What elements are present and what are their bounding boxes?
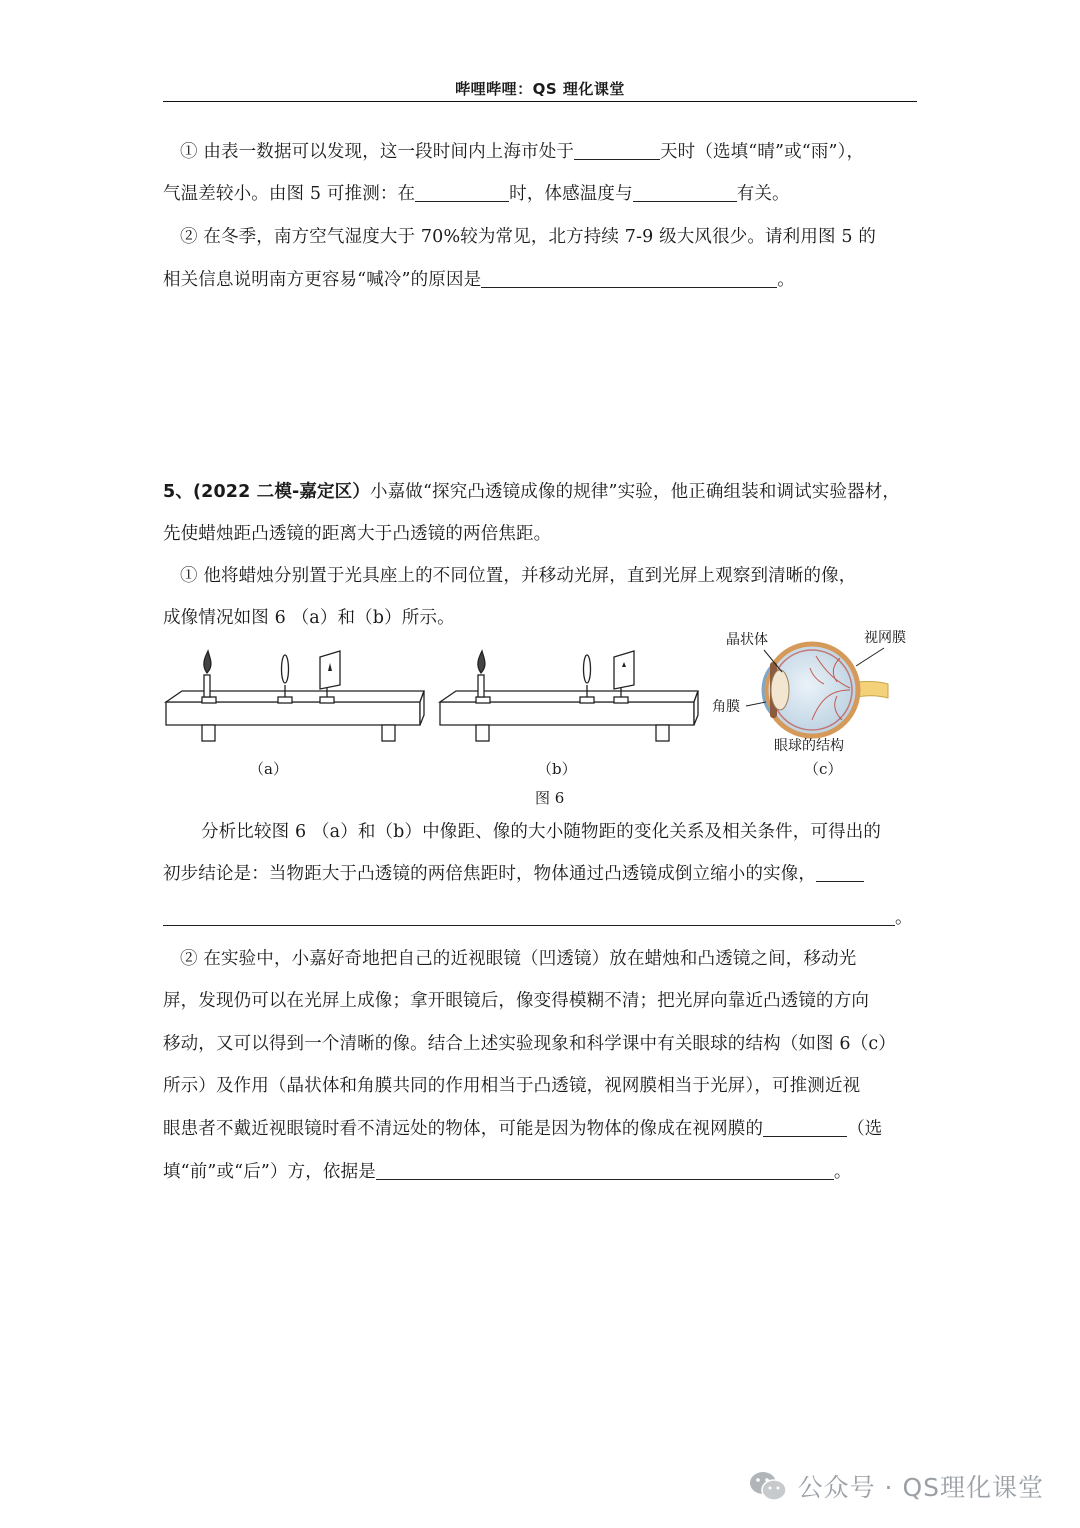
- q4-line-1: [163, 140, 917, 164]
- q5-text: 填“前”或“后”）方，依据是: [163, 1162, 376, 1182]
- q5-text: （选: [847, 1119, 883, 1139]
- page-header: 哔哩哔哩：QS 理化课堂: [455, 80, 625, 98]
- q5-text: 初步结论是：当物距大于凸透镜的两倍焦距时，物体通过凸透镜成倒立缩小的实像，: [163, 864, 817, 884]
- q5-text: 。: [833, 1162, 852, 1182]
- q5-line-12: [163, 1117, 917, 1141]
- header-rule: [163, 101, 917, 102]
- q5-text: 小嘉做“探究凸透镜成像的规律”实验，他正确组装和调试实验器材，: [370, 482, 901, 502]
- q5-line-7: [163, 906, 917, 930]
- figure-title: 图 6: [535, 789, 565, 807]
- q4-text: 时，体感温度与: [509, 184, 633, 204]
- q5-text: 。: [895, 908, 913, 928]
- q4-text: ① 由表一数据可以发现，这一段时间内上海市处于: [180, 142, 575, 162]
- q5-line-9: [163, 989, 917, 1013]
- q4-line-4: [163, 268, 917, 292]
- answer-blank[interactable]: [816, 863, 864, 882]
- q5-text: 屏，发现仍可以在光屏上成像；拿开眼镜后，像变得模糊不清；把光屏向靠近凸透镜的方向: [163, 991, 869, 1011]
- caption-b: （b）: [537, 760, 577, 778]
- caption-a: （a）: [249, 760, 288, 778]
- caption-c: （c）: [804, 760, 843, 778]
- q5-line-1: [163, 480, 917, 504]
- label-retina: 视网膜: [864, 630, 906, 646]
- q5-line-6: [163, 862, 917, 886]
- figure-6a-optical-bench: [160, 645, 425, 745]
- q5-text: ② 在实验中，小嘉好奇地把自己的近视眼镜（凹透镜）放在蜡烛和凸透镜之间，移动光: [180, 949, 857, 969]
- q5-line-5: [163, 820, 917, 844]
- q5-line-10: [163, 1032, 917, 1056]
- q5-text: 所示）及作用（晶状体和角膜共同的作用相当于凸透镜，视网膜相当于光屏），可推测近视: [163, 1076, 861, 1096]
- answer-blank[interactable]: [415, 183, 509, 202]
- q4-text: 相关信息说明南方更容易“喊冷”的原因是: [163, 270, 482, 290]
- q5-text: 眼患者不戴近视眼镜时看不清远处的物体，可能是因为物体的像成在视网膜的: [163, 1119, 764, 1139]
- answer-blank[interactable]: [481, 269, 777, 288]
- wechat-icon: [748, 1469, 788, 1503]
- watermark-text: 公众号 · QS理化课堂: [797, 1473, 1044, 1502]
- answer-blank[interactable]: [633, 183, 737, 202]
- q5-text: 分析比较图 6 （a）和（b）中像距、像的大小随物距的变化关系及相关条件，可得出的: [201, 822, 882, 842]
- figure-6c-eye-structure: [712, 622, 922, 757]
- q5-line-2: [163, 522, 917, 546]
- answer-blank[interactable]: [763, 1118, 847, 1137]
- label-eye-structure: 眼球的结构: [774, 738, 844, 754]
- label-crystalline-lens: 晶状体: [726, 632, 768, 648]
- label-cornea: 角膜: [712, 699, 740, 715]
- wechat-watermark: [748, 1466, 1044, 1506]
- q4-text: 有关。: [736, 184, 790, 204]
- answer-blank[interactable]: [574, 141, 660, 160]
- q5-line-3: [163, 564, 917, 588]
- q5-text: 先使蜡烛距凸透镜的距离大于凸透镜的两倍焦距。: [163, 524, 552, 544]
- question-label: 5、(2022 二模-嘉定区）: [163, 482, 370, 502]
- q5-line-13: [163, 1160, 917, 1184]
- figure-6b-optical-bench: [434, 645, 699, 745]
- q4-line-3: [163, 225, 917, 249]
- q5-line-8: [163, 947, 917, 971]
- q5-text: 成像情况如图 6 （a）和（b）所示。: [163, 608, 455, 628]
- q5-line-11: [163, 1074, 917, 1098]
- q4-text: 。: [777, 270, 795, 290]
- q4-text: 气温差较小。由图 5 可推测：在: [163, 184, 416, 204]
- q4-text: 天时（选填“晴”或“雨”），: [660, 142, 865, 162]
- answer-blank[interactable]: [376, 1161, 834, 1180]
- q4-text: ② 在冬季，南方空气湿度大于 70%较为常见，北方持续 7-9 级大风很少。请利用图 5 的: [180, 227, 876, 247]
- q5-text: ① 他将蜡烛分别置于光具座上的不同位置，并移动光屏，直到光屏上观察到清晰的像，: [180, 566, 857, 586]
- q4-line-2: [163, 182, 917, 206]
- q5-text: 移动，又可以得到一个清晰的像。结合上述实验现象和科学课中有关眼球的结构（如图 6（c）: [163, 1034, 896, 1054]
- answer-blank[interactable]: [163, 907, 895, 926]
